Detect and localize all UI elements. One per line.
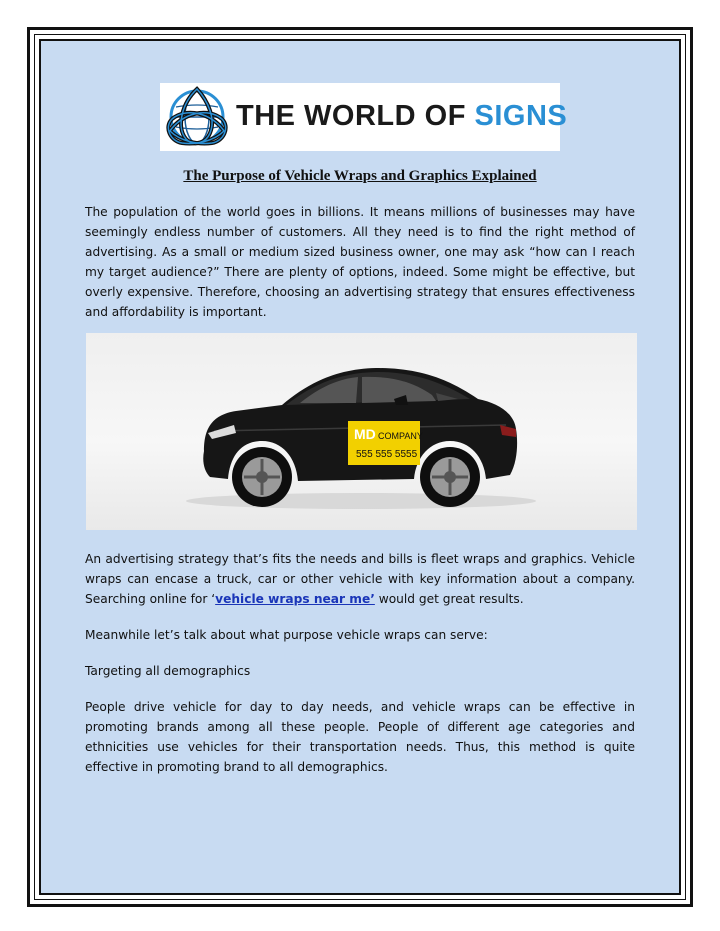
sign-logo-text: MD <box>354 426 376 442</box>
company-logo <box>160 83 568 151</box>
paragraph-strategy <box>85 549 635 609</box>
car-illustration <box>86 333 637 530</box>
logo-text-accent: SIGNS <box>474 100 568 132</box>
paragraph-strategy-text: An advertising strategy that’s fits the needs and bills is fleet wraps and graphics. Vehicle wraps can encase a truck, car or other vehicle with key information about a company. Searching online for ‘ <box>85 552 635 606</box>
paragraph-purpose: Meanwhile let’s talk about what purpose vehicle wraps can serve: <box>85 628 488 642</box>
vehicle-wraps-link[interactable]: vehicle wraps near me’ <box>215 592 375 606</box>
sign-company-text: COMPANY <box>378 431 423 441</box>
logo-text-main: THE WORLD OF <box>236 100 475 132</box>
section-heading-demographics: Targeting all demographics <box>85 664 251 678</box>
sign-phone-text: 555 555 5555 <box>356 449 418 460</box>
triquetra-globe-icon <box>162 83 232 151</box>
paragraph-intro: The population of the world goes in billions. It means millions of businesses may have seemingly endless number of customers. All they need is to find the right method of advertising. As a small or medium sized business owner, one may ask “how can I reach my target audience?” There are plenty of options, indeed. Some might be effective, but overly expensive. Therefore, choosing an advertising strategy that ensures effectiveness and affordability is important. <box>85 205 635 319</box>
paragraph-demographics: People drive vehicle for day to day needs, and vehicle wraps can be effective in promoting brands among all these people. People of different age categories and ethnicities use vehicles for their transportation needs. Thus, this method is quite effective in promoting brand to all demographics. <box>85 700 635 774</box>
logo-wordmark <box>236 100 567 133</box>
article-title: The Purpose of Vehicle Wraps and Graphics Explained <box>183 168 537 184</box>
paragraph-strategy-end: would get great results. <box>374 592 524 606</box>
car-image <box>86 333 637 530</box>
